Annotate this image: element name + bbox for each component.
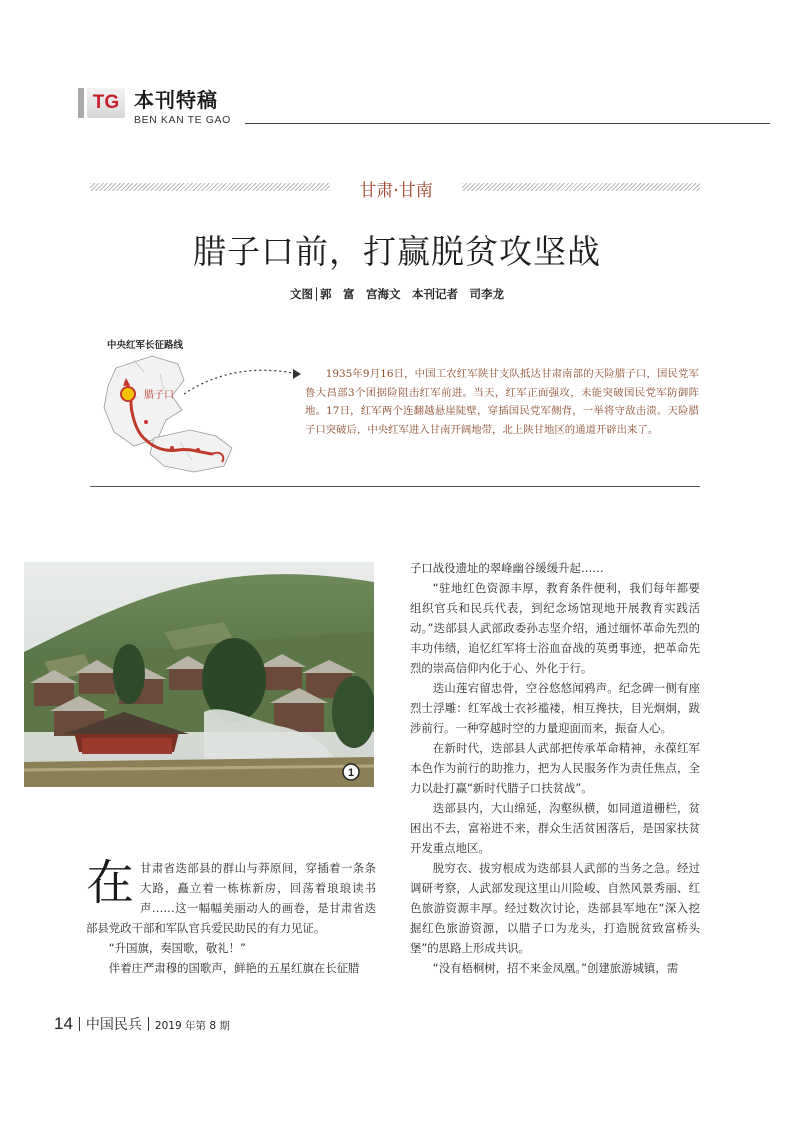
body-paragraph: “驻地红色资源丰厚，教育条件便利，我们每年都要组织官兵和民兵代表，到纪念场馆现地开展教育实践活动。”迭部县人武部政委孙志坚介绍，通过缅怀革命先烈的丰功伟绩，追忆红军将士浴血奋战的英勇事迹，把革命先烈的崇高信仰内化于心、外化于行。 (410, 581, 700, 675)
page-footer (54, 1014, 230, 1034)
map-caption: 中央红军长征路线 (107, 340, 184, 351)
article-title: 腊子口前，打赢脱贫攻坚战 (193, 232, 601, 271)
intro-rule (90, 486, 700, 487)
body-column-right (410, 558, 700, 978)
article-byline: 文图│郭 富 宫海文 本刊记者 司李龙 (290, 287, 504, 301)
kicker-hatch-left (90, 183, 330, 191)
header-rule (245, 123, 770, 124)
drop-cap: 在 (86, 855, 135, 911)
column-pinyin: BEN KAN TE GAO (134, 114, 231, 126)
kicker-hatch-right (462, 183, 700, 191)
column-logo (78, 86, 126, 120)
magazine-name: 中国民兵 (85, 1017, 142, 1033)
body-paragraph: “没有梧桐树，招不来金凤凰。”创建旅游城镇，需 (432, 961, 679, 975)
column-title: 本刊特稿 (134, 88, 218, 112)
logo-text: TG (87, 88, 125, 118)
map-pointer-arrow (180, 360, 305, 400)
body-paragraph: 在新时代，迭部县人武部把传承革命精神，永葆红军本色作为前行的助推力，把为人民服务作为责任焦点，全力以赴打赢“新时代腊子口扶贫战”。 (410, 741, 700, 795)
map-place-label: 腊子口 (144, 390, 174, 401)
map-place-marker (121, 387, 135, 401)
body-paragraph: 子口战役遗址的翠峰幽谷缓缓升起…… (410, 561, 604, 575)
body-paragraph: “升国旗，奏国歌，敬礼！” (108, 941, 246, 955)
body-paragraph: 脱穷衣、拔穷根成为迭部县人武部的当务之急。经过调研考察，人武部发现这里山川险峻、自然风景秀丽、红色旅游资源丰厚。经过数次讨论，迭部县军地在“深入挖掘红色旅游资源，以腊子口为龙头，打造脱贫致富桥头堡”的思路上形成共识。 (410, 861, 700, 955)
body-paragraph: 伴着庄严肃穆的国歌声，鲜艳的五星红旗在长征腊 (108, 961, 360, 975)
article-intro: 1935年9月16日，中国工农红军陕甘支队抵达甘肃南部的天险腊子口，国民党军鲁大昌部3个团据险阻击红军前进。当天，红军正面强攻，未能突破国民党军防御阵地。17日，红军两个连翻越悬崖陡壁，穿插国民党军侧背，一举将守敌击溃。天险腊子口突破后，中央红军进入甘南开阔地带，北上陕甘地区的通道开辟出来了。 (305, 368, 699, 436)
photo-number: 1 (347, 767, 355, 779)
issue-label: 2019 年第 8 期 (154, 1020, 230, 1032)
page-number: 14 (54, 1014, 73, 1033)
body-column-left (86, 855, 376, 978)
village-photo (24, 562, 374, 787)
body-paragraph: 在甘肃省迭部县的群山与莽原间，穿插着一条条大路，矗立着一栋栋新房，回荡着琅琅读书声……这一幅幅美丽动人的画卷，是甘肃省迭部县党政干部和军队官兵爱民助民的有力见证。 (86, 855, 376, 935)
body-paragraph: 迭部县内，大山绵延，沟壑纵横，如同道道栅栏，贫困出不去，富裕进不来，群众生活贫困落后，是国家扶贫开发重点地区。 (410, 801, 700, 855)
article-kicker: 甘肃·甘南 (359, 181, 433, 201)
body-paragraph: 迭山莲宕留忠骨，空谷悠悠闻鸦声。纪念碑一侧有座烈士浮雕：红军战士衣衫褴褛，相互搀扶，目光炯炯，跋涉前行。一种穿越时空的力量迎面而来，振奋人心。 (410, 681, 700, 735)
logo-bar (78, 88, 84, 118)
